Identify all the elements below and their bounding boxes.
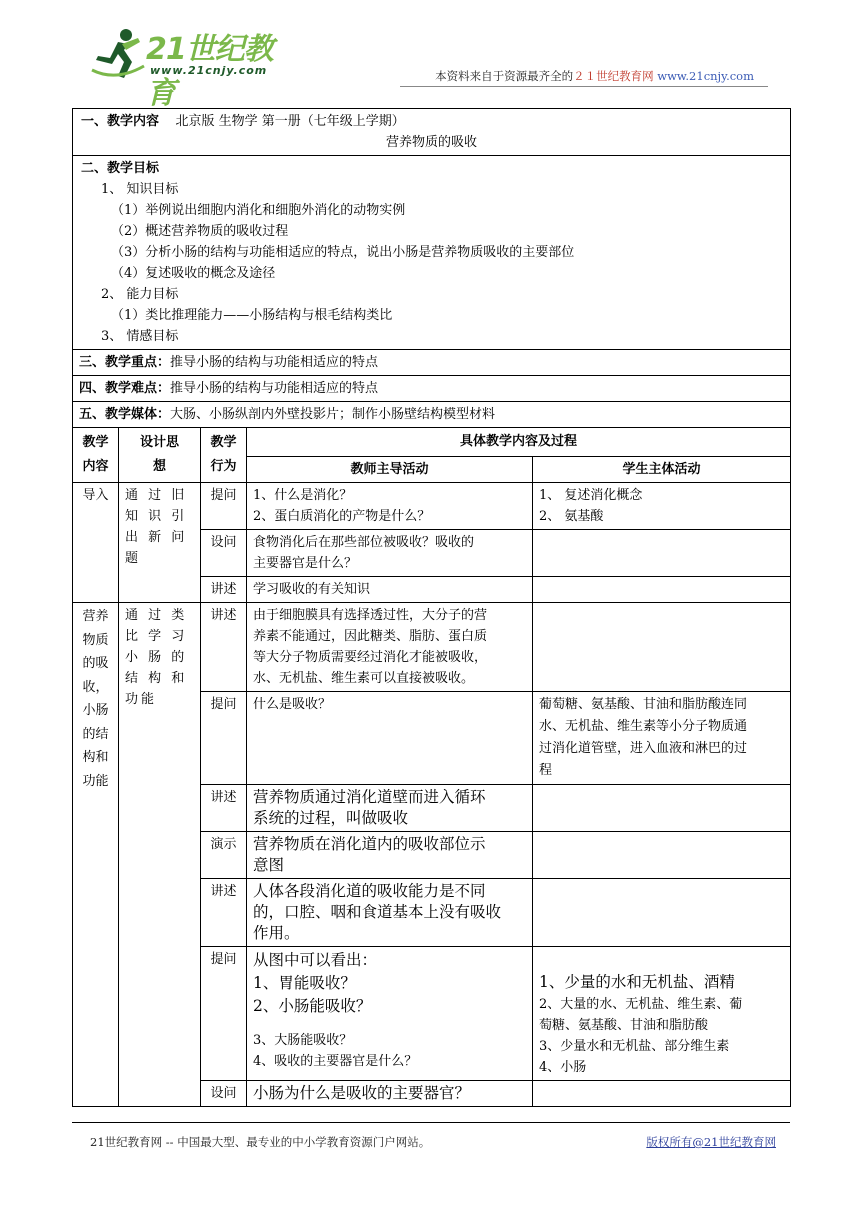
header-source-note	[435, 68, 754, 84]
section-media-cell	[73, 402, 791, 428]
student-line: 葡萄糖、氨基酸、甘油和脂肪酸连同	[539, 697, 748, 712]
design-line: 通 过 类	[125, 608, 188, 623]
section-content-cell	[73, 109, 791, 156]
page-footer	[72, 1122, 790, 1149]
teacher-line: 1、什么是消化？	[253, 488, 353, 503]
student-cell	[533, 603, 791, 692]
teacher-cell	[247, 1081, 533, 1107]
teacher-line: 主要器官是什么？	[253, 556, 358, 571]
section-goals-label: 二、教学目标	[81, 161, 160, 176]
section-focus-cell	[73, 350, 791, 376]
design-line: 结 构 和	[125, 671, 188, 686]
spacer	[539, 949, 784, 971]
student-line: 水、无机盐、维生素等小分子物质通	[539, 719, 748, 734]
student-line: 程	[539, 763, 553, 778]
main-content-cell	[73, 603, 119, 1107]
knowledge-goal-item: （1）举例说出细胞内消化和细胞外消化的动物实例	[111, 203, 406, 218]
action-cell: 讲述	[201, 785, 247, 832]
section-goals-row	[73, 156, 791, 350]
action-cell: 提问	[201, 483, 247, 530]
student-cell	[533, 947, 791, 1081]
section-difficulty-text: 推导小肠的结构与功能相适应的特点	[170, 381, 379, 396]
header-teaching-content	[73, 428, 119, 483]
source-brand-link[interactable]: ２１世纪教育网	[573, 69, 654, 83]
teacher-line: 营养物质通过消化道壁而进入循环	[253, 788, 486, 806]
header-line: 行为	[210, 459, 237, 474]
source-note-prefix: 本资料来自于资源最齐全的	[435, 69, 574, 83]
teacher-cell	[247, 785, 533, 832]
knowledge-goal-title: 1、 知识目标	[101, 182, 179, 197]
lesson-title: 营养物质的吸收	[386, 135, 478, 150]
teacher-cell	[247, 879, 533, 947]
section-focus-label: 三、教学重点：	[79, 355, 171, 370]
student-cell	[533, 577, 791, 603]
teacher-line: 食物消化后在那些部位被吸收？吸收的	[253, 535, 475, 550]
source-url-link[interactable]: www.21cnjy.com	[657, 69, 754, 83]
content-line: 小肠	[82, 703, 109, 718]
teacher-line: 从图中可以看出：	[253, 951, 378, 969]
header-line: 设计思	[139, 435, 179, 450]
teacher-line: 营养物质在消化道内的吸收部位示	[253, 835, 486, 853]
student-cell	[533, 785, 791, 832]
logo-domain-text: www.21cnjy.com	[150, 64, 268, 77]
section-content-text: 北京版 生物学 第一册（七年级上学期）	[175, 114, 405, 129]
design-line: 比 学 习	[125, 629, 188, 644]
header-teacher-activity: 教师主导活动	[247, 457, 533, 483]
teacher-line: 水、无机盐、维生素可以直接被吸收。	[253, 671, 475, 686]
header-divider	[400, 86, 768, 87]
main-design-cell	[119, 603, 201, 1107]
student-line: 3、少量水和无机盐、部分维生素	[539, 1039, 730, 1054]
table-header-row	[73, 428, 791, 457]
logo-brand-text: 21世纪教育	[146, 32, 273, 111]
footer-copyright-link[interactable]: 版权所有@21世纪教育网	[646, 1135, 776, 1149]
header-line: 想	[152, 459, 166, 474]
student-cell	[533, 1081, 791, 1107]
section-focus-text: 推导小肠的结构与功能相适应的特点	[170, 355, 379, 370]
intro-design-cell	[119, 483, 201, 603]
emotion-goal-title: 3、 情感目标	[101, 329, 179, 344]
teacher-cell	[247, 577, 533, 603]
student-line: 4、小肠	[539, 1060, 587, 1075]
knowledge-goal-item: （2）概述营养物质的吸收过程	[111, 224, 289, 239]
student-line: 萄糖、氨基酸、甘油和脂肪酸	[539, 1018, 709, 1033]
design-line: 小 肠 的	[125, 650, 188, 665]
intro-content-cell: 导入	[73, 483, 119, 603]
footer-site-text: 21世纪教育网 -- 中国最大型、最专业的中小学教育资源门户网站。	[90, 1135, 431, 1149]
student-line: 1、 复述消化概念	[539, 488, 643, 503]
action-cell: 讲述	[201, 577, 247, 603]
header-design-idea	[119, 428, 201, 483]
teacher-line: 2、蛋白质消化的产物是什么？	[253, 509, 431, 524]
header-process: 具体教学内容及过程	[247, 428, 791, 457]
content-line: 物质	[82, 632, 109, 648]
teacher-line: 2、小肠能吸收？	[253, 997, 372, 1015]
teacher-line: 系统的过程，叫做吸收	[253, 809, 409, 827]
header-line: 内容	[82, 459, 109, 474]
teacher-line: 的，口腔、咽和食道基本上没有吸收	[253, 903, 502, 921]
section-media-label: 五、教学媒体：	[79, 407, 171, 422]
footer-divider	[72, 1122, 790, 1123]
student-line: 1、少量的水和无机盐、酒精	[539, 973, 735, 991]
content-line: 收，	[82, 679, 109, 695]
section-media-row	[73, 402, 791, 428]
knowledge-goal-item: （4）复述吸收的概念及途径	[111, 266, 276, 281]
teacher-cell	[247, 603, 533, 692]
student-line: 过消化道管壁，进入血液和淋巴的过	[539, 741, 748, 756]
student-line: 2、大量的水、无机盐、维生素、葡	[539, 997, 743, 1012]
design-line: 知 识 引	[125, 509, 188, 524]
student-cell	[533, 879, 791, 947]
teacher-line: 3、大肠能吸收？	[253, 1033, 353, 1048]
knowledge-goal-item: （3）分析小肠的结构与功能相适应的特点，说出小肠是营养物质吸收的主要部位	[111, 245, 575, 260]
content-line: 营养	[82, 609, 109, 624]
content-line: 的结	[82, 726, 109, 742]
teacher-cell	[247, 483, 533, 530]
teacher-line: 小肠为什么是吸收的主要器官？	[253, 1084, 471, 1102]
header-teaching-action	[201, 428, 247, 483]
design-line: 功能	[125, 692, 158, 707]
teacher-line: 意图	[253, 856, 285, 874]
action-cell: 设问	[201, 530, 247, 577]
header-student-activity: 学生主体活动	[533, 457, 791, 483]
teacher-line: 4、吸收的主要器官是什么？	[253, 1054, 418, 1069]
teacher-line: 人体各段消化道的吸收能力是不同	[253, 882, 486, 900]
action-cell: 设问	[201, 1081, 247, 1107]
action-cell: 演示	[201, 832, 247, 879]
section-difficulty-cell	[73, 376, 791, 402]
runner-logo-icon	[88, 26, 146, 80]
action-cell: 讲述	[201, 879, 247, 947]
student-cell	[533, 692, 791, 785]
table-row	[73, 483, 791, 530]
content-line: 功能	[82, 773, 109, 789]
section-goals-cell	[73, 156, 791, 350]
table-row	[73, 603, 791, 692]
teacher-line: 由于细胞膜具有选择透过性，大分子的营	[253, 608, 488, 623]
ability-goal-item: （1）类比推理能力——小肠结构与根毛结构类比	[111, 308, 393, 323]
teacher-line: 1、胃能吸收？	[253, 974, 356, 992]
action-cell: 提问	[201, 692, 247, 785]
section-difficulty-label: 四、教学难点：	[79, 381, 171, 396]
spacer	[253, 1018, 526, 1030]
lesson-plan-table	[72, 108, 791, 1107]
teacher-cell	[247, 530, 533, 577]
content-line: 构和	[82, 750, 109, 765]
header-line: 教学	[82, 435, 109, 450]
section-focus-row	[73, 350, 791, 376]
design-line: 通 过 旧	[125, 488, 188, 503]
section-difficulty-row	[73, 376, 791, 402]
page-header	[0, 0, 860, 111]
ability-goal-title: 2、 能力目标	[101, 287, 179, 302]
action-cell: 提问	[201, 947, 247, 1081]
site-logo[interactable]	[84, 22, 294, 111]
design-line: 出 新 问	[125, 530, 188, 545]
content-line: 的吸	[82, 656, 109, 671]
section-media-text: 大肠、小肠纵剖内外壁投影片；制作小肠壁结构模型材料	[170, 407, 496, 422]
design-line: 题	[125, 551, 142, 566]
teacher-line: 什么是吸收？	[253, 697, 332, 712]
teacher-line: 作用。	[253, 924, 300, 942]
teacher-line: 养素不能通过，因此糖类、脂肪、蛋白质	[253, 629, 488, 644]
student-line: 2、 氨基酸	[539, 509, 604, 524]
student-cell	[533, 483, 791, 530]
teacher-cell	[247, 832, 533, 879]
teacher-line: 学习吸收的有关知识	[253, 582, 371, 597]
teacher-line: 等大分子物质需要经过消化才能被吸收，	[253, 650, 488, 665]
section-content-row	[73, 109, 791, 156]
teacher-cell	[247, 947, 533, 1081]
student-cell	[533, 832, 791, 879]
student-cell	[533, 530, 791, 577]
section-content-label: 一、教学内容	[81, 114, 160, 129]
teacher-cell	[247, 692, 533, 785]
header-line: 教学	[210, 435, 237, 450]
action-cell: 讲述	[201, 603, 247, 692]
